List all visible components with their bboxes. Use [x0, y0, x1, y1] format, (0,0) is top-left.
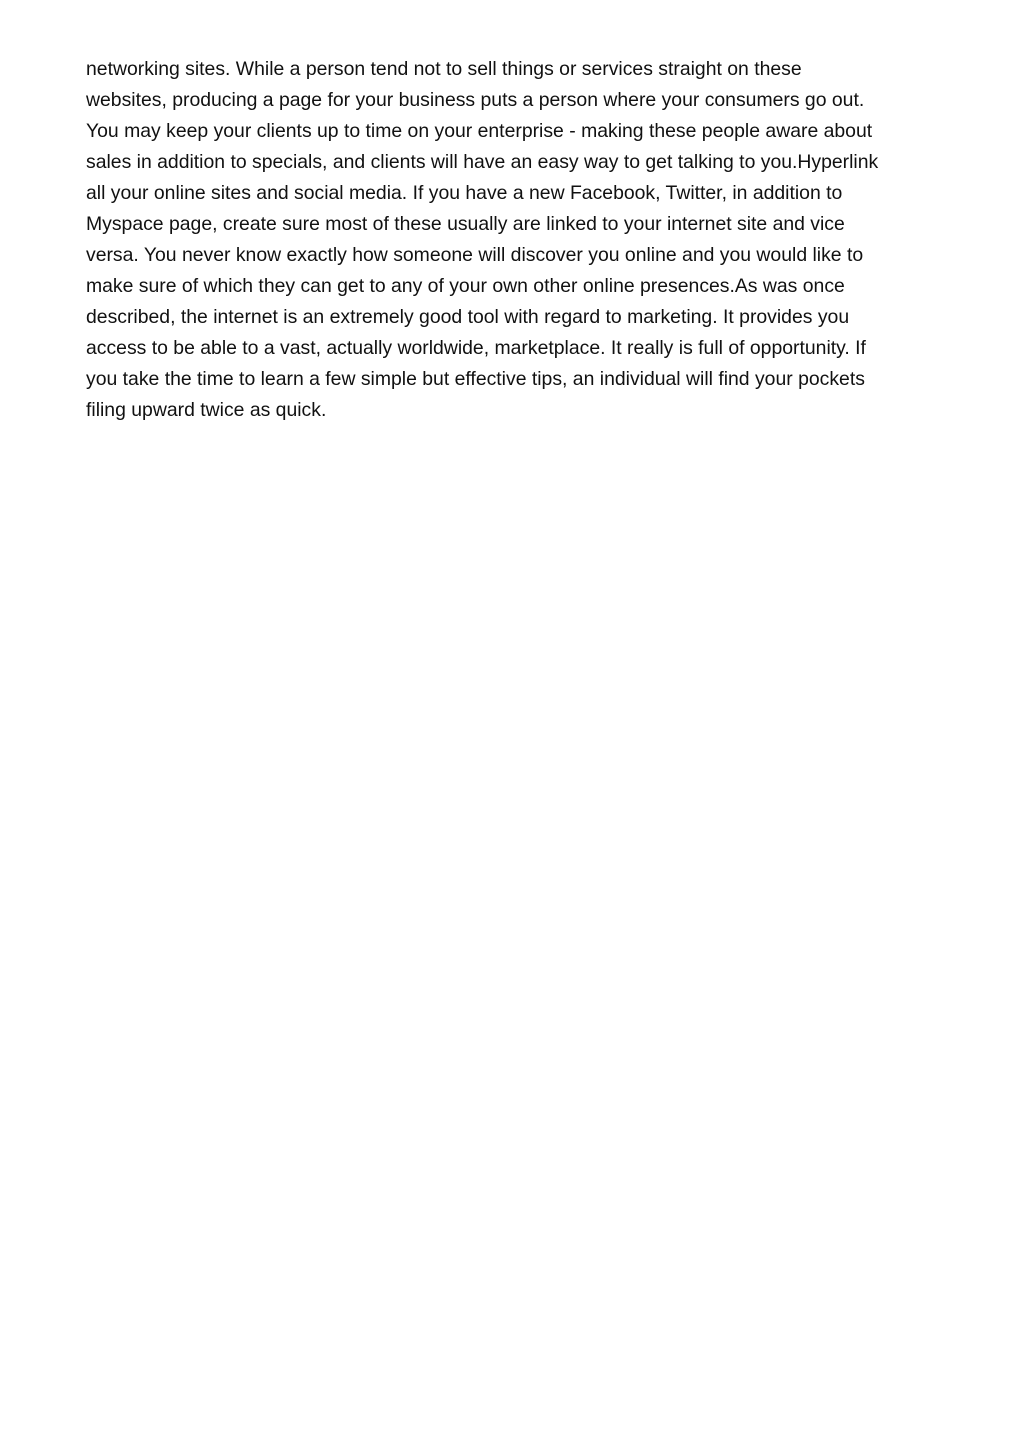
- text-line-12: filing upward twice as quick.: [86, 399, 327, 421]
- text-line-3: You may keep your clients up to time on your enterprise - making these people aware about: [86, 120, 873, 142]
- text-line-10: access to be able to a vast, actually worldwide, marketplace. It really is full of opportunity. If: [86, 337, 866, 359]
- body-paragraph: [86, 54, 946, 426]
- text-line-4: sales in addition to specials, and clients will have an easy way to get talking to you.Hyperlink: [86, 151, 879, 173]
- text-line-11: you take the time to learn a few simple but effective tips, an individual will find your pockets: [86, 368, 865, 390]
- text-line-9: described, the internet is an extremely good tool with regard to marketing. It provides you: [86, 306, 850, 328]
- text-line-6: Myspace page, create sure most of these usually are linked to your internet site and vice: [86, 213, 845, 235]
- text-line-7: versa. You never know exactly how someone will discover you online and you would like to: [86, 244, 864, 266]
- text-line-8: make sure of which they can get to any of your own other online presences.As was once: [86, 275, 845, 297]
- text-line-5: all your online sites and social media. If you have a new Facebook, Twitter, in addition to: [86, 182, 843, 204]
- text-line-1: networking sites. While a person tend not to sell things or services straight on these: [86, 58, 802, 80]
- text-line-2: websites, producing a page for your business puts a person where your consumers go out.: [86, 89, 865, 111]
